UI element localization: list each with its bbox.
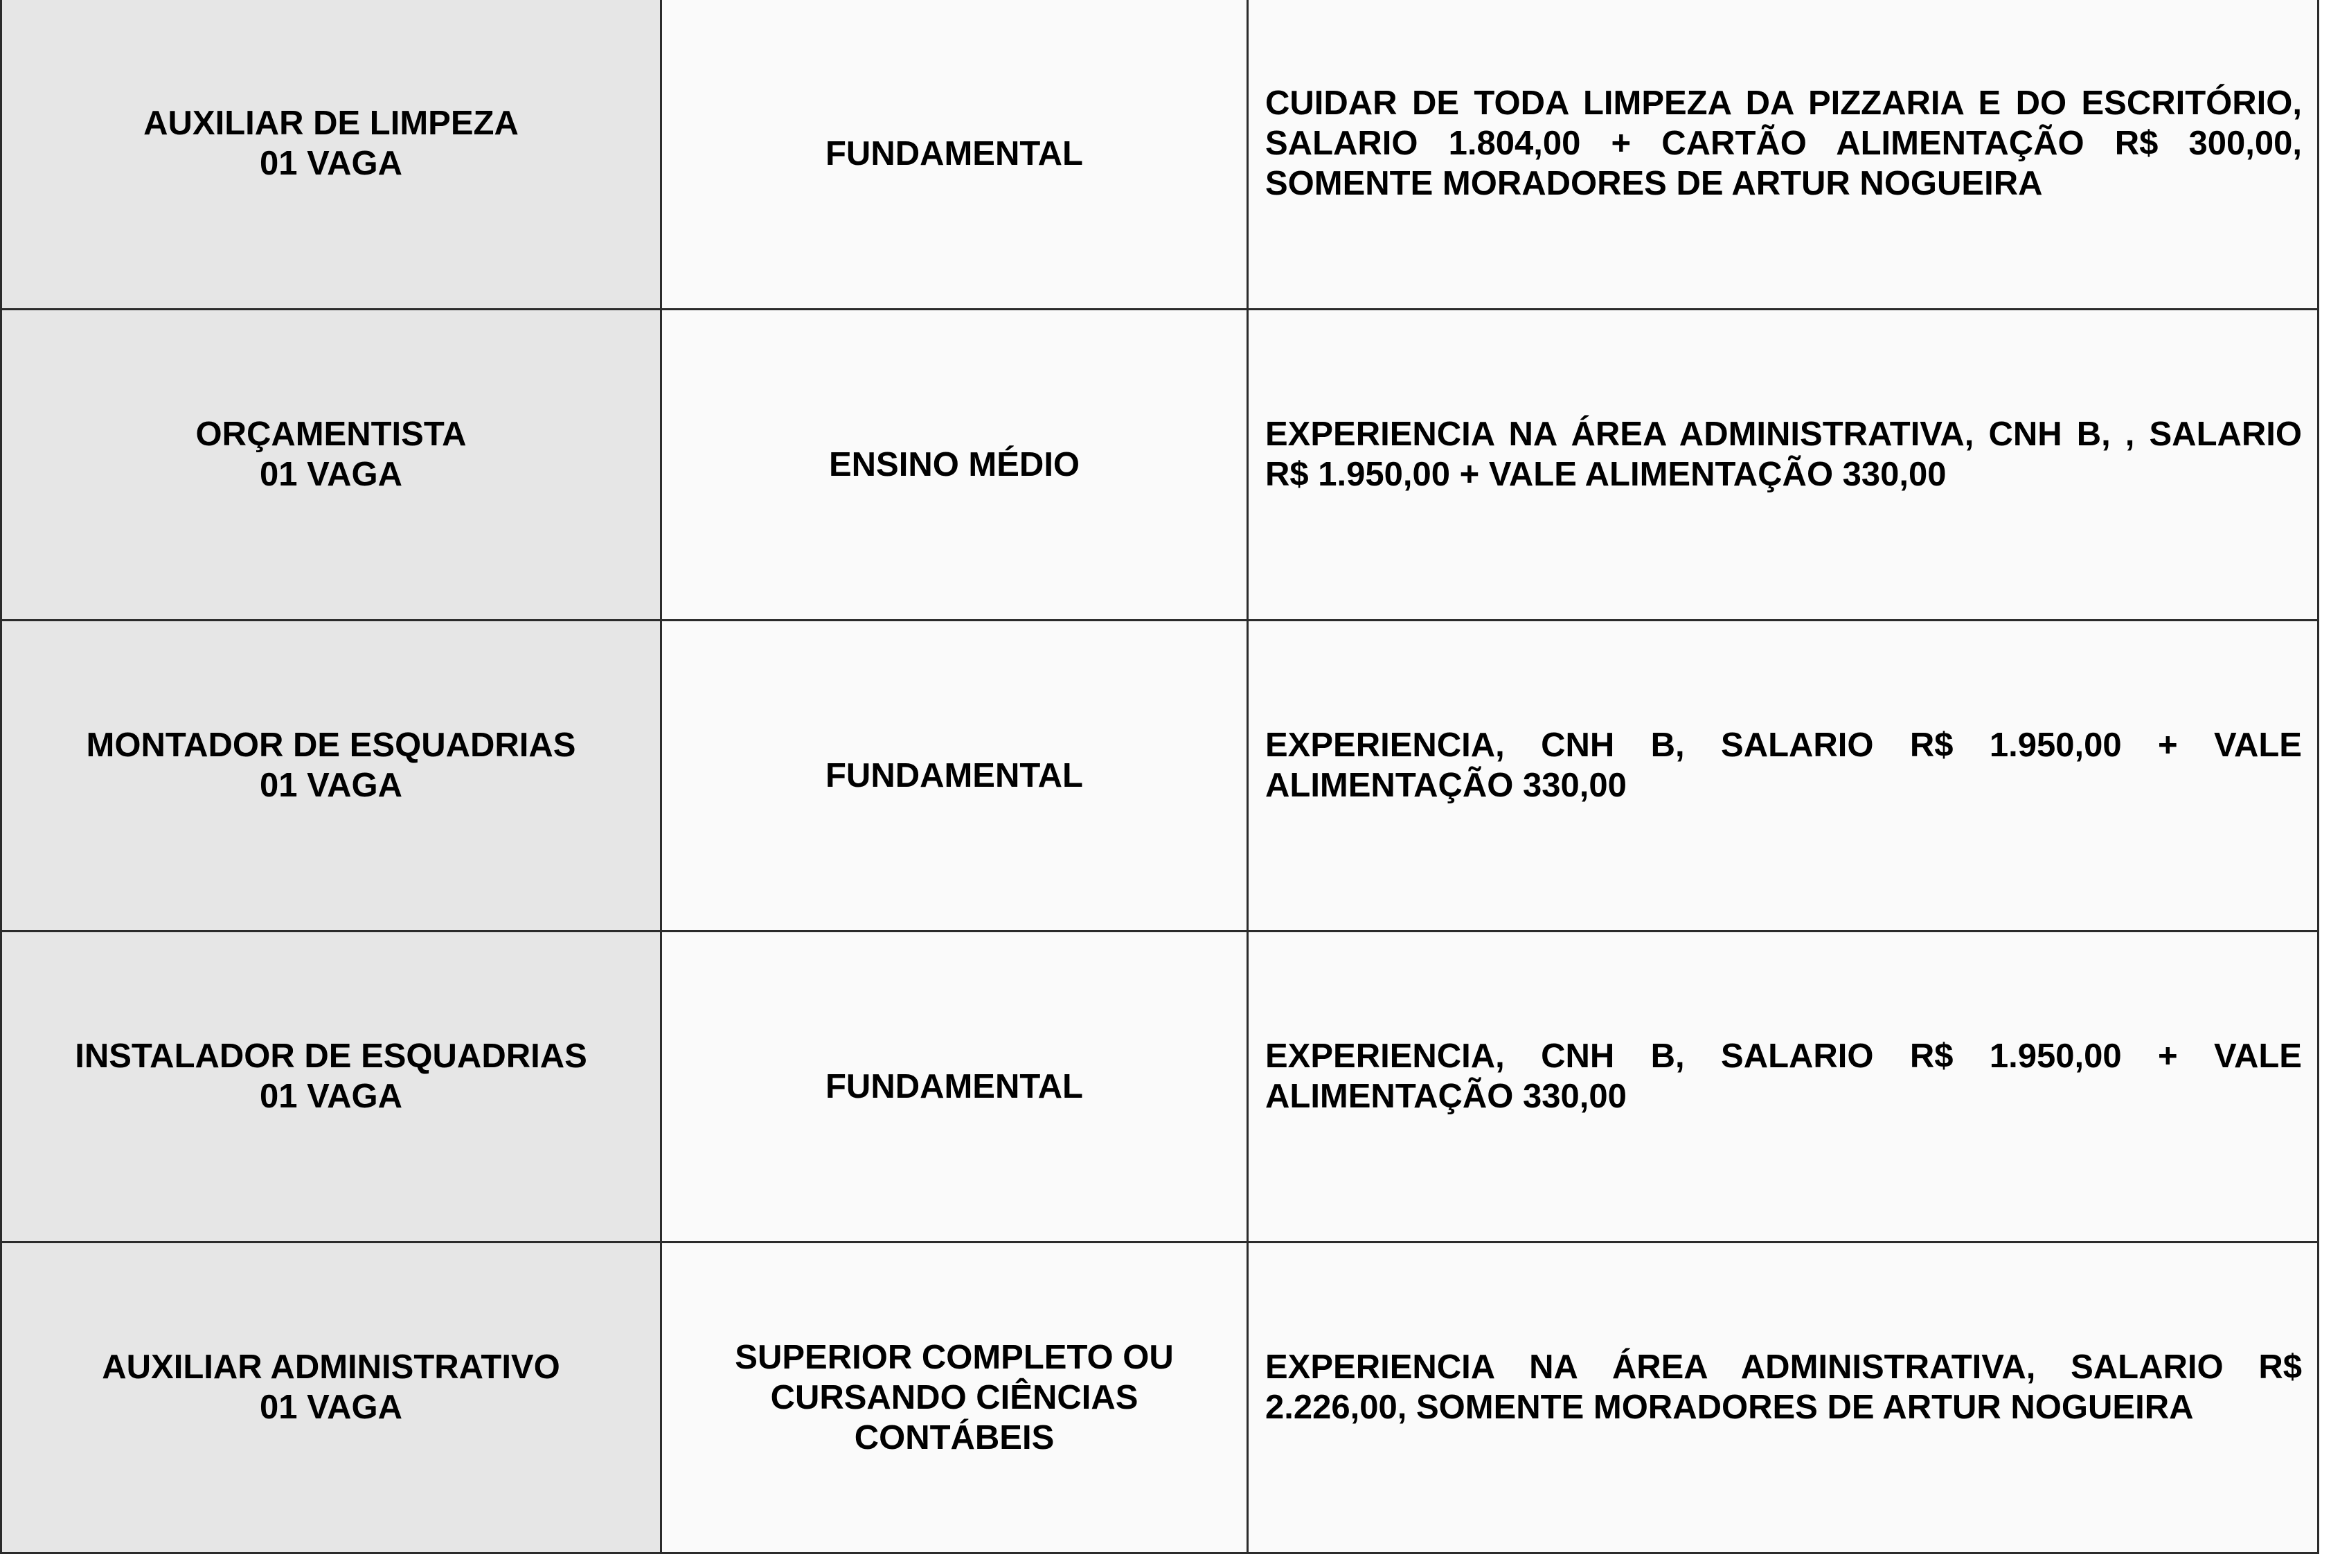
role-cell: [1, 0, 661, 310]
role-cell: [1, 932, 661, 1242]
table-row: [1, 1242, 2319, 1553]
role-cell: [1, 1242, 661, 1553]
vacancy-count: 01 VAGA: [259, 1389, 403, 1426]
vacancy-count: 01 VAGA: [259, 145, 403, 182]
description-cell: CUIDAR DE TODA LIMPEZA DA PIZZARIA E DO ESCRITÓRIO, SALARIO 1.804,00 + CARTÃO ALIMENTAÇÃO R$ 300,00, SOMENTE MORADORES DE ARTUR NOGUEIRA: [1248, 0, 2319, 310]
role-title: AUXILIAR ADMINISTRATIVO: [102, 1348, 560, 1386]
table-row: [1, 621, 2319, 932]
table-row: [1, 310, 2319, 621]
role-title: AUXILIAR DE LIMPEZA: [143, 105, 519, 142]
education-cell: FUNDAMENTAL: [661, 0, 1248, 310]
role-title: MONTADOR DE ESQUADRIAS: [86, 727, 576, 764]
role-cell: [1, 310, 661, 621]
education-cell: ENSINO MÉDIO: [661, 310, 1248, 621]
role-title: ORÇAMENTISTA: [195, 416, 467, 453]
vacancy-count: 01 VAGA: [259, 1078, 403, 1115]
table-row: [1, 0, 2319, 310]
table-row: [1, 932, 2319, 1242]
description-cell: EXPERIENCIA NA ÁREA ADMINISTRATIVA, SALARIO R$ 2.226,00, SOMENTE MORADORES DE ARTUR NOGUEIRA: [1248, 1242, 2319, 1553]
role-title: INSTALADOR DE ESQUADRIAS: [75, 1037, 587, 1075]
vacancy-count: 01 VAGA: [259, 456, 403, 493]
vacancy-count: 01 VAGA: [259, 767, 403, 804]
description-cell: EXPERIENCIA, CNH B, SALARIO R$ 1.950,00 + VALE ALIMENTAÇÃO 330,00: [1248, 621, 2319, 932]
description-cell: EXPERIENCIA NA ÁREA ADMINISTRATIVA, CNH B, , SALARIO R$ 1.950,00 + VALE ALIMENTAÇÃO 330,00: [1248, 310, 2319, 621]
role-cell: [1, 621, 661, 932]
description-cell: EXPERIENCIA, CNH B, SALARIO R$ 1.950,00 + VALE ALIMENTAÇÃO 330,00: [1248, 932, 2319, 1242]
education-cell: FUNDAMENTAL: [661, 932, 1248, 1242]
education-cell: SUPERIOR COMPLETO OU CURSANDO CIÊNCIAS CONTÁBEIS: [661, 1242, 1248, 1553]
education-cell: FUNDAMENTAL: [661, 621, 1248, 932]
